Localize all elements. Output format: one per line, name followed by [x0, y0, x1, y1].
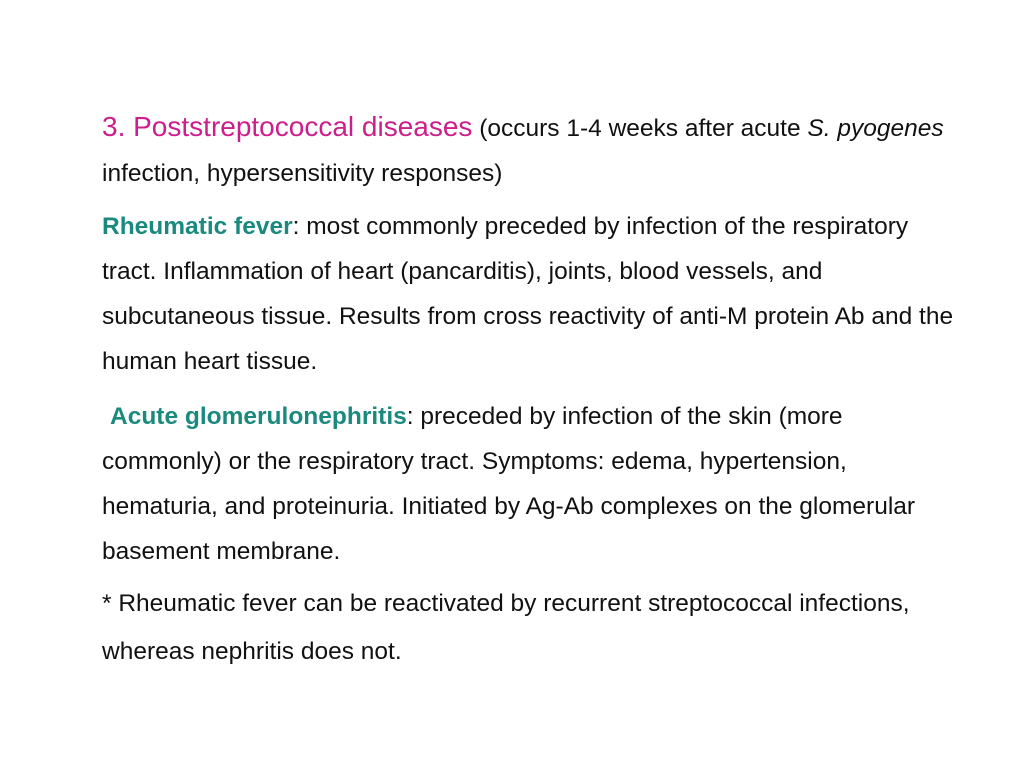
- heading-note-suffix: infection, hypersensitivity responses): [102, 160, 503, 187]
- heading-note-prefix: (occurs 1-4 weeks after acute: [472, 115, 808, 142]
- glomerulonephritis-text: : preceded by infection of the skin (more commonly) or the respiratory tract. Symptoms: edema, hypertension, hematuria, and proteinuria. Initiated by Ag-Ab complexes on the glomerular basement membrane.: [102, 403, 916, 565]
- glomerulonephritis-term: Acute glomerulonephritis: [110, 403, 407, 430]
- rheumatic-fever-paragraph: [102, 204, 962, 384]
- section-heading: 3. Poststreptococcal diseases: [102, 111, 473, 142]
- organism-species: pyogenes: [837, 115, 944, 142]
- organism-genus: S.: [807, 115, 831, 142]
- heading-paragraph: [102, 104, 962, 196]
- slide-content: [102, 104, 962, 676]
- glomerulonephritis-paragraph: [102, 394, 962, 574]
- rheumatic-fever-text: : most commonly preceded by infection of the respiratory tract. Inflammation of heart (pancarditis), joints, blood vessels, and subcutaneous tissue. Results from cross reactivity of anti-M protein Ab and the human heart tissue.: [102, 213, 954, 375]
- rheumatic-fever-term: Rheumatic fever: [102, 213, 293, 240]
- footnote: * Rheumatic fever can be reactivated by recurrent streptococcal infections, whereas nephritis does not.: [102, 590, 910, 665]
